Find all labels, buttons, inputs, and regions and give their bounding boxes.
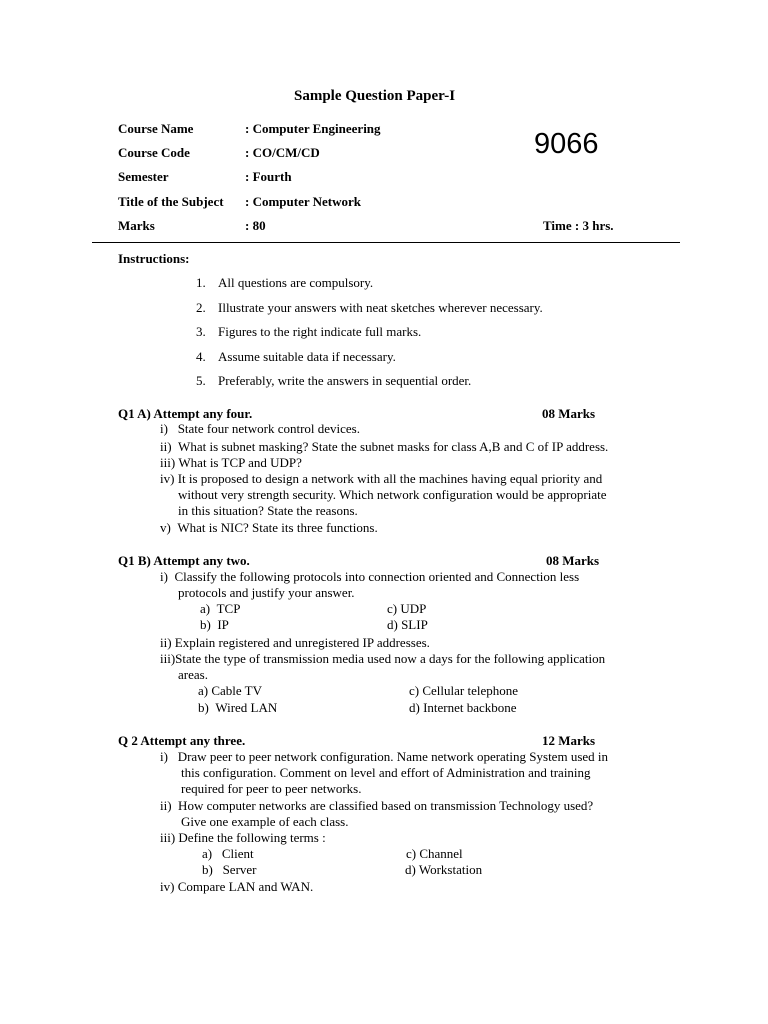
course-name-value: : Computer Engineering (245, 121, 381, 136)
option-item: a) Client (202, 846, 254, 861)
option-item: b) IP (200, 617, 229, 632)
question-line: iii) Define the following terms : (160, 830, 326, 845)
marks-value: : 80 (245, 218, 266, 233)
header-divider (92, 242, 680, 243)
marks-label: Marks (118, 218, 155, 233)
semester-value: : Fourth (245, 169, 292, 184)
question-line: without very strength security. Which network configuration would be appropriate (178, 487, 607, 502)
question-line: iv) It is proposed to design a network with all the machines having equal priority and (160, 471, 603, 486)
course-code-value: : CO/CM/CD (245, 145, 320, 160)
instruction-text: Illustrate your answers with neat sketches wherever necessary. (218, 300, 543, 315)
instruction-text: Figures to the right indicate full marks. (218, 324, 422, 339)
instruction-number: 4. (196, 349, 206, 364)
question-line: ii) Explain registered and unregistered IP addresses. (160, 635, 430, 650)
option-item: c) UDP (387, 601, 427, 616)
option-item: b) Server (202, 862, 257, 877)
instruction-text: Assume suitable data if necessary. (218, 349, 396, 364)
question-line: iii)State the type of transmission media used now a days for the following application (160, 651, 606, 666)
course-code-label: Course Code (118, 145, 190, 160)
q2-heading: Q 2 Attempt any three. (118, 733, 246, 748)
option-item: c) Channel (406, 846, 463, 861)
instruction-text: All questions are compulsory. (218, 275, 374, 290)
q1a-marks: 08 Marks (542, 406, 596, 421)
instruction-number: 1. (196, 275, 206, 290)
question-line: areas. (178, 667, 208, 682)
course-name-label: Course Name (118, 121, 194, 136)
option-item: d) Internet backbone (409, 700, 517, 715)
question-line: ii) How computer networks are classified based on transmission Technology used? (160, 798, 594, 813)
option-item: a) TCP (200, 601, 241, 616)
question-line: v) What is NIC? State its three functions. (160, 520, 378, 535)
q1b-heading: Q1 B) Attempt any two. (118, 553, 250, 568)
q1a-heading: Q1 A) Attempt any four. (118, 406, 253, 421)
question-line: iii) What is TCP and UDP? (160, 455, 302, 470)
question-line: in this situation? State the reasons. (178, 503, 358, 518)
option-item: d) SLIP (387, 617, 428, 632)
option-item: c) Cellular telephone (409, 683, 519, 698)
subject-value: : Computer Network (245, 194, 362, 209)
question-line: iv) Compare LAN and WAN. (160, 879, 314, 894)
time-allowed: Time : 3 hrs. (543, 218, 614, 233)
option-item: b) Wired LAN (198, 700, 278, 715)
option-item: d) Workstation (405, 862, 483, 877)
question-line: Give one example of each class. (181, 814, 349, 829)
question-line: protocols and justify your answer. (178, 585, 355, 600)
option-item: a) Cable TV (198, 683, 263, 698)
instructions-heading: Instructions: (118, 251, 190, 266)
question-line: i) State four network control devices. (160, 421, 360, 436)
question-line: this configuration. Comment on level and effort of Administration and training (181, 765, 591, 780)
instruction-number: 3. (196, 324, 206, 339)
subject-label: Title of the Subject (118, 194, 224, 209)
q1b-marks: 08 Marks (546, 553, 600, 568)
paper-code: 9066 (534, 128, 599, 160)
instruction-number: 5. (196, 373, 206, 388)
question-line: ii) What is subnet masking? State the subnet masks for class A,B and C of IP address. (160, 439, 609, 454)
semester-label: Semester (118, 169, 169, 184)
page-title: Sample Question Paper-I (294, 88, 456, 104)
q2-marks: 12 Marks (542, 733, 596, 748)
question-line: i) Draw peer to peer network configuration. Name network operating System used in (160, 749, 609, 764)
question-line: i) Classify the following protocols into connection oriented and Connection less (160, 569, 580, 584)
question-line: required for peer to peer networks. (181, 781, 362, 796)
instruction-text: Preferably, write the answers in sequential order. (218, 373, 472, 388)
instruction-number: 2. (196, 300, 206, 315)
